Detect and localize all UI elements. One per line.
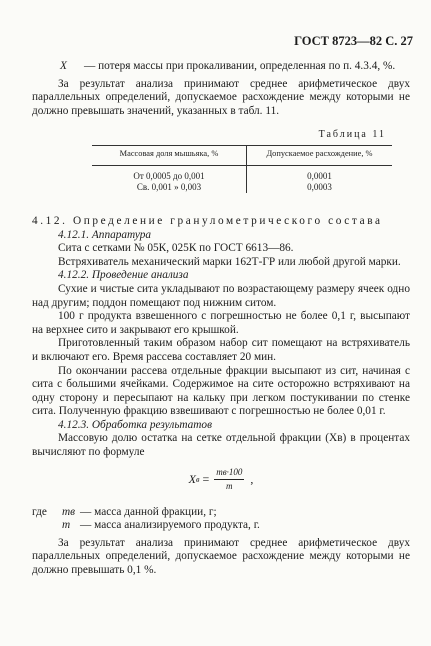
legend-m-text: — масса анализируемого продукта, г. [80,519,260,532]
page-header: ГОСТ 8723—82 С. 27 [294,34,413,48]
formula-eq: = [202,471,210,486]
table-cell-range: Св. 0,001 » 0,003 [92,182,247,193]
subsection-4-12-3-title: 4.12.3. Обработка результатов [58,418,212,431]
subsection-4-12-1-title: 4.12.1. Аппаратура [58,228,152,241]
formula [32,466,410,500]
paragraph-intro: За результат анализа принимают среднее арифметическое двух параллельных определений, допускаемое расхождение между которыми не должно превышать значений, указанных в табл. 11. [32,77,410,117]
table-11 [92,145,392,193]
table-cell-range: От 0,0005 до 0,001 [92,165,247,182]
paragraph-shaker: Встряхиватель механический марки 162Т-ГР или любой другой марки. [58,255,401,268]
legend-m [32,519,410,533]
formula-fraction [214,466,244,494]
formula-tail: , [250,471,254,486]
legend-prefix: где [32,505,47,518]
formula-lhs-sub: в [195,474,200,484]
page-content [32,60,410,578]
paragraph-shake: Приготовленный таким образом набор сит помещают на встряхиватель и включают его. Время рассева составляет 20 мин. [32,337,410,363]
section-heading-4-12: 4.12. Определение гранулометрического состава [32,214,383,227]
paragraph-final: За результат анализа принимают среднее арифметическое двух параллельных определений, допускаемое расхождение между которыми не должно превышать 0,1 %. [32,536,410,577]
legend-m-symbol: m [62,519,71,532]
table-col1-header: Массовая доля мышьяка, % [92,145,247,165]
table-cell-value: 0,0003 [307,181,332,192]
paragraph-sieves: Сита с сетками № 05К, 025К по ГОСТ 6613—86. [58,242,294,255]
legend-m-v [32,506,410,520]
table-col2-header: Допускаемое расхождение, % [247,145,393,165]
formula-numerator: mв·100 [214,466,244,481]
legend-x-symbol: X [60,60,67,72]
legend-m-v-symbol: mв [62,505,76,518]
paragraph-fractions: По окончании рассева отдельные фракции высыпают из сит, начиная с сита с большими ячейками. Содержимое на сите осторожно встряхивают на одну сторону и пересыпают на кальку при легком постукивании по стенке сита. Полученную фракцию взвешивают с погрешностью не более 0,01 г. [32,364,410,418]
table-row [92,182,392,193]
table-row [92,165,392,182]
subsection-4-12-2-title: 4.12.2. Проведение анализа [58,269,189,282]
formula-denominator: m [226,481,233,492]
legend-x-text: — потеря массы при прокаливании, определенная по п. 4.3.4, %. [84,60,396,72]
legend-x [32,60,410,74]
paragraph-weigh: 100 г продукта взвешенного с погрешностью не более 0,1 г, высыпают на верхнее сито и закрывают его крышкой. [32,310,410,336]
table-cell-value: 0,0001 [307,170,332,181]
table-caption: Таблица 11 [318,129,386,141]
paragraph-formula-intro: Массовую долю остатка на сетке отдельной фракции (Xв) в процентах вычисляют по формуле [32,432,410,459]
legend-prefix [32,519,62,533]
legend-m-v-text: — масса данной фракции, г; [80,505,217,518]
paragraph-stack: Сухие и чистые сита укладывают по возрастающему размеру ячеек одно над другим; поддон помещают под нижним ситом. [32,282,410,309]
formula-lhs: X [188,471,196,486]
